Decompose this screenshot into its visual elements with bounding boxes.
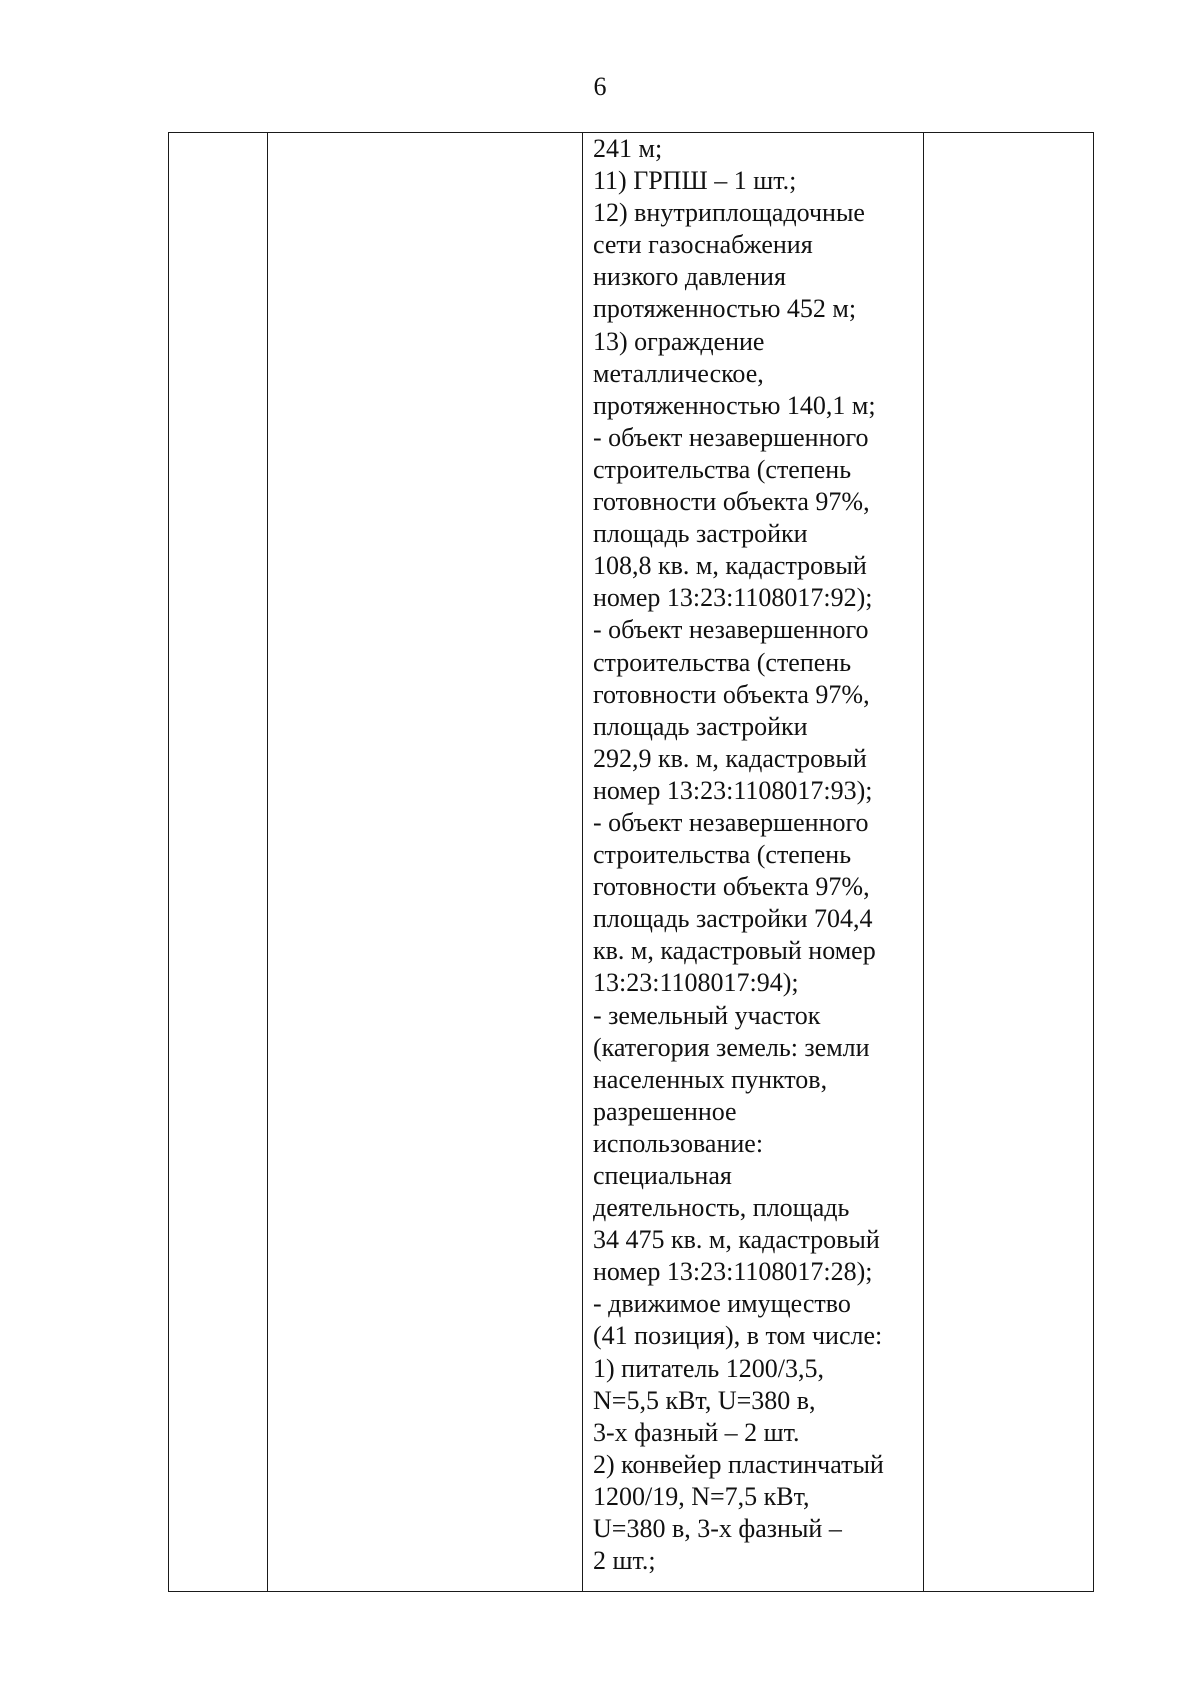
- text-line: готовности объекта 97%,: [593, 487, 870, 517]
- text-line: готовности объекта 97%,: [593, 679, 870, 709]
- text-line: площадь застройки: [593, 519, 808, 549]
- text-line: номер 13:23:1108017:28);: [593, 1257, 873, 1287]
- text-line: 12) внутриплощадочные: [593, 198, 865, 228]
- text-line: 1200/19, N=7,5 кВт,: [593, 1481, 810, 1511]
- text-line: строительства (степень: [593, 454, 852, 484]
- text-line: - объект незавершенного: [593, 615, 869, 645]
- property-table: [168, 132, 1094, 1592]
- text-line: металлическое,: [593, 358, 764, 388]
- text-line: деятельность, площадь: [593, 1193, 850, 1223]
- text-line: номер 13:23:1108017:92);: [593, 583, 873, 613]
- table-cell-name: [268, 133, 583, 1592]
- text-line: номер 13:23:1108017:93);: [593, 775, 873, 805]
- text-line: разрешенное: [593, 1096, 737, 1126]
- text-line: 2 шт.;: [593, 1546, 656, 1576]
- text-line: 292,9 кв. м, кадастровый: [593, 743, 867, 773]
- text-line: (категория земель: земли: [593, 1032, 870, 1062]
- text-line: строительства (степень: [593, 840, 852, 870]
- text-line: - земельный участок: [593, 1000, 821, 1030]
- text-line: N=5,5 кВт, U=380 в,: [593, 1385, 816, 1415]
- text-line: специальная: [593, 1161, 732, 1190]
- text-line: 34 475 кв. м, кадастровый: [593, 1225, 880, 1255]
- text-line: протяженностью 452 м;: [593, 294, 857, 324]
- text-line: - объект незавершенного: [593, 422, 869, 452]
- text-line: 3-х фазный – 2 шт.: [593, 1417, 800, 1447]
- text-line: 1) питатель 1200/3,5,: [593, 1353, 824, 1383]
- text-line: 2) конвейер пластинчатый: [593, 1449, 884, 1479]
- text-line: готовности объекта 97%,: [593, 872, 870, 902]
- text-line: населенных пунктов,: [593, 1064, 828, 1094]
- text-line: 11) ГРПШ – 1 шт.;: [593, 166, 797, 196]
- text-line: сети газоснабжения: [593, 230, 813, 260]
- text-line: - движимое имущество: [593, 1289, 851, 1319]
- text-line: 241 м;: [593, 134, 663, 163]
- text-line: низкого давления: [593, 262, 786, 292]
- text-line: - объект незавершенного: [593, 807, 869, 837]
- text-line: 13) ограждение: [593, 326, 765, 356]
- text-line: строительства (степень: [593, 647, 852, 677]
- table-cell-number: [169, 133, 268, 1592]
- table-cell-property-description: [583, 133, 924, 1592]
- table-row: [169, 133, 1094, 1592]
- text-line: протяженностью 140,1 м;: [593, 390, 876, 420]
- property-description-text: [583, 133, 923, 1577]
- text-line: использование:: [593, 1128, 764, 1158]
- text-line: U=380 в, 3-х фазный –: [593, 1514, 842, 1544]
- text-line: (41 позиция), в том числе:: [593, 1321, 883, 1351]
- text-line: площадь застройки 704,4: [593, 904, 873, 934]
- text-line: 108,8 кв. м, кадастровый: [593, 551, 867, 581]
- text-line: кв. м, кадастровый номер: [593, 936, 876, 966]
- text-line: площадь застройки: [593, 711, 808, 741]
- table-cell-note: [924, 133, 1094, 1592]
- text-line: 13:23:1108017:94);: [593, 968, 799, 998]
- page-number: 6: [593, 72, 607, 101]
